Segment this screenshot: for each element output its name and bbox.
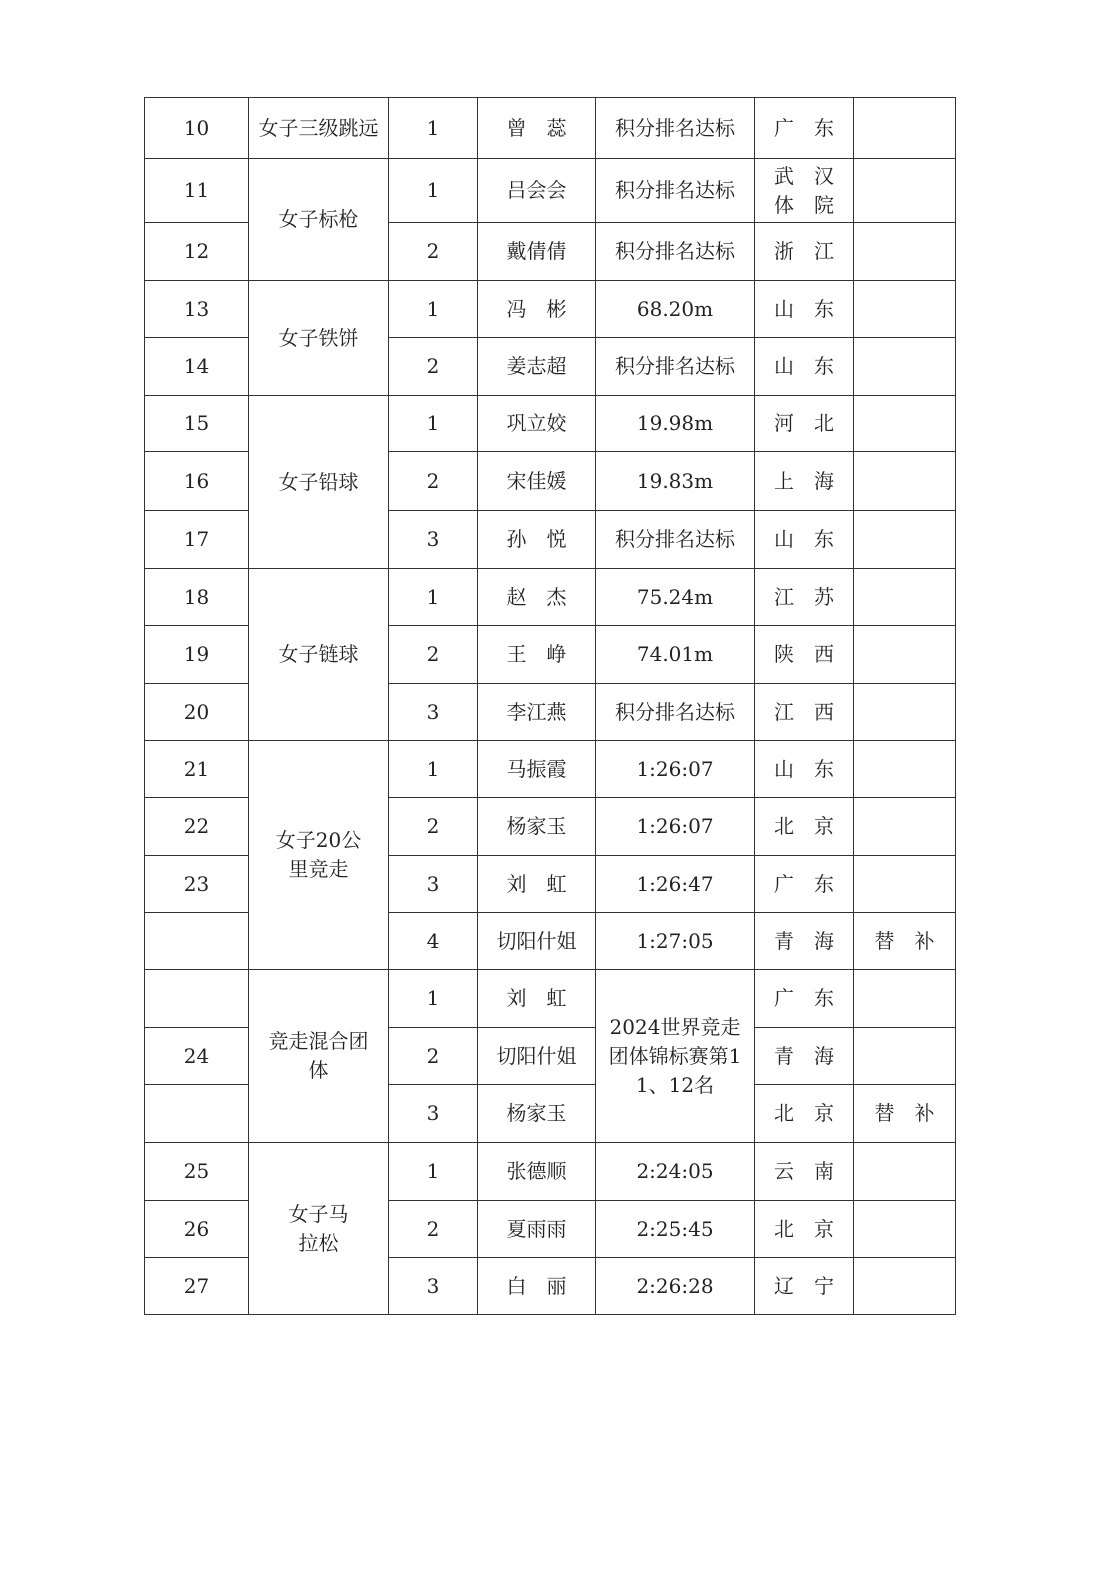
row-number: 22 [145,798,249,856]
row-number: 20 [145,684,249,741]
note: 替 补 [854,913,956,970]
row-number: 13 [145,281,249,338]
note [854,396,956,452]
row-number: 27 [145,1258,249,1315]
qualification-basis: 1:27:05 [596,913,755,970]
qualification-basis: 2:25:45 [596,1201,755,1258]
order-number: 3 [389,856,478,913]
athlete-name: 切阳什姐 [478,913,596,970]
region: 北 京 [755,1201,854,1258]
order-number: 2 [389,223,478,281]
order-number: 1 [389,970,478,1028]
athlete-name: 宋佳媛 [478,452,596,511]
qualification-basis: 2024世界竞走团体锦标赛第11、12名 [596,970,755,1143]
athlete-name: 吕会会 [478,159,596,223]
region: 北 京 [755,1085,854,1143]
row-number: 25 [145,1143,249,1201]
region: 武 汉体 院 [755,159,854,223]
table-row [145,281,956,338]
athlete-name: 王 峥 [478,626,596,684]
table-row [145,741,956,798]
region: 河 北 [755,396,854,452]
row-number [145,970,249,1028]
athlete-name: 姜志超 [478,338,596,396]
note [854,281,956,338]
qualification-basis: 1:26:07 [596,798,755,856]
event-name: 女子铁饼 [249,281,389,396]
athlete-name: 刘 虹 [478,856,596,913]
note [854,511,956,569]
note [854,684,956,741]
note [854,626,956,684]
table-row [145,970,956,1028]
region: 山 东 [755,338,854,396]
note [854,98,956,159]
athlete-name: 李江燕 [478,684,596,741]
region: 陕 西 [755,626,854,684]
qualification-basis: 1:26:07 [596,741,755,798]
note [854,338,956,396]
athlete-name: 白 丽 [478,1258,596,1315]
qualification-basis: 74.01m [596,626,755,684]
order-number: 3 [389,1258,478,1315]
order-number: 1 [389,1143,478,1201]
order-number: 3 [389,1085,478,1143]
athlete-name: 马振霞 [478,741,596,798]
qualification-basis: 68.20m [596,281,755,338]
athlete-name: 夏雨雨 [478,1201,596,1258]
region: 青 海 [755,1028,854,1085]
region: 山 东 [755,511,854,569]
qualification-basis: 19.98m [596,396,755,452]
note [854,159,956,223]
note [854,798,956,856]
note [854,1258,956,1315]
row-number: 14 [145,338,249,396]
event-name: 女子标枪 [249,159,389,281]
qualification-basis: 积分排名达标 [596,159,755,223]
order-number: 3 [389,684,478,741]
row-number: 10 [145,98,249,159]
qualification-basis: 积分排名达标 [596,338,755,396]
event-name: 女子链球 [249,569,389,741]
athlete-name: 刘 虹 [478,970,596,1028]
order-number: 1 [389,741,478,798]
note [854,1028,956,1085]
order-number: 1 [389,159,478,223]
athlete-name: 切阳什姐 [478,1028,596,1085]
row-number: 26 [145,1201,249,1258]
order-number: 2 [389,338,478,396]
athlete-name: 杨家玉 [478,798,596,856]
event-name: 竞走混合团体 [249,970,389,1143]
row-number: 19 [145,626,249,684]
note [854,856,956,913]
athlete-name: 张德顺 [478,1143,596,1201]
athlete-roster-table [144,97,956,1315]
athlete-name: 杨家玉 [478,1085,596,1143]
region: 江 西 [755,684,854,741]
region: 青 海 [755,913,854,970]
note [854,223,956,281]
note [854,569,956,626]
note [854,970,956,1028]
row-number: 21 [145,741,249,798]
row-number [145,913,249,970]
athlete-name: 赵 杰 [478,569,596,626]
qualification-basis: 1:26:47 [596,856,755,913]
row-number: 18 [145,569,249,626]
athlete-name: 曾 蕊 [478,98,596,159]
qualification-basis: 75.24m [596,569,755,626]
row-number: 12 [145,223,249,281]
order-number: 4 [389,913,478,970]
region: 云 南 [755,1143,854,1201]
region: 山 东 [755,281,854,338]
qualification-basis: 积分排名达标 [596,511,755,569]
region: 广 东 [755,970,854,1028]
table-row [145,1143,956,1201]
order-number: 2 [389,1201,478,1258]
region: 广 东 [755,98,854,159]
order-number: 2 [389,798,478,856]
region: 江 苏 [755,569,854,626]
event-name: 女子20公里竞走 [249,741,389,970]
athlete-name: 冯 彬 [478,281,596,338]
event-name: 女子三级跳远 [249,98,389,159]
order-number: 2 [389,626,478,684]
row-number: 11 [145,159,249,223]
region: 广 东 [755,856,854,913]
note [854,1143,956,1201]
note [854,1201,956,1258]
order-number: 1 [389,569,478,626]
row-number: 24 [145,1028,249,1085]
order-number: 2 [389,452,478,511]
region: 北 京 [755,798,854,856]
row-number: 23 [145,856,249,913]
order-number: 2 [389,1028,478,1085]
order-number: 3 [389,511,478,569]
qualification-basis: 2:24:05 [596,1143,755,1201]
row-number [145,1085,249,1143]
qualification-basis: 2:26:28 [596,1258,755,1315]
athlete-name: 孙 悦 [478,511,596,569]
table-row [145,98,956,159]
note: 替 补 [854,1085,956,1143]
row-number: 16 [145,452,249,511]
order-number: 1 [389,98,478,159]
table-row [145,569,956,626]
row-number: 15 [145,396,249,452]
note [854,741,956,798]
region: 山 东 [755,741,854,798]
table-row [145,159,956,223]
order-number: 1 [389,396,478,452]
table-row [145,396,956,452]
athlete-name: 戴倩倩 [478,223,596,281]
region: 浙 江 [755,223,854,281]
order-number: 1 [389,281,478,338]
event-name: 女子铅球 [249,396,389,569]
athlete-name: 巩立姣 [478,396,596,452]
note [854,452,956,511]
qualification-basis: 19.83m [596,452,755,511]
qualification-basis: 积分排名达标 [596,98,755,159]
event-name: 女子马拉松 [249,1143,389,1315]
region: 上 海 [755,452,854,511]
row-number: 17 [145,511,249,569]
qualification-basis: 积分排名达标 [596,223,755,281]
qualification-basis: 积分排名达标 [596,684,755,741]
region: 辽 宁 [755,1258,854,1315]
